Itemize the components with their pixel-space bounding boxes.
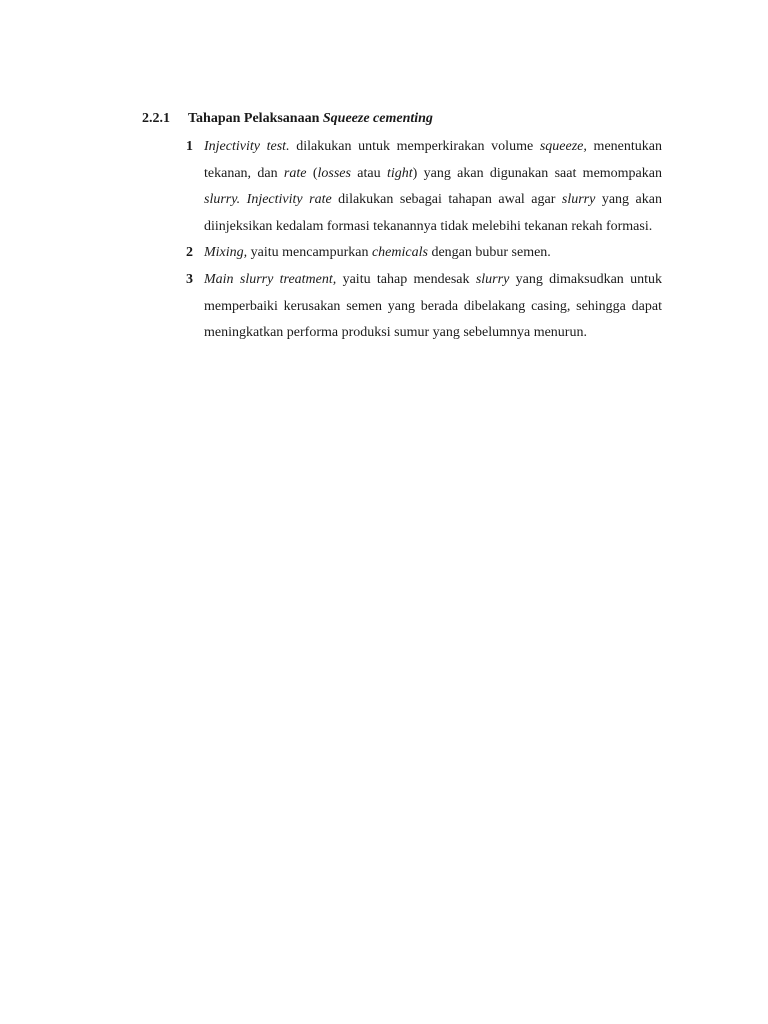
section-heading [142, 109, 433, 129]
text-run: yang akan diinjeksikan kedalam formasi tekanannya tidak melebihi tekanan rekah formasi. [204, 192, 662, 234]
list-item-number: 3 [186, 271, 193, 287]
list-item-text [204, 272, 662, 340]
text-run: atau [350, 165, 387, 181]
italic-text-run: slurry [561, 192, 596, 208]
list-item [186, 134, 662, 240]
text-run: yaitu mencampurkan [247, 245, 372, 261]
text-run: menentukan tekanan, dan [204, 139, 662, 181]
list-item-number: 1 [186, 139, 193, 154]
section-title: Tahapan Pelaksanaan [188, 111, 323, 126]
italic-text-run: Injectivity test. [204, 139, 290, 154]
italic-text-run: Mixing, [204, 245, 248, 261]
italic-text-run: squeeze, [539, 139, 587, 154]
section-number: 2.2.1 [142, 111, 170, 126]
list-item [186, 240, 662, 267]
section-title-italic: Squeeze cementing [322, 111, 433, 126]
italic-text-run: losses [317, 165, 351, 181]
list-item-text [204, 245, 551, 260]
italic-text-run: rate [283, 165, 307, 181]
text-run: dilakukan untuk memperkirakan volume [289, 139, 540, 154]
italic-text-run: Main slurry treatment, [204, 271, 337, 287]
text-run: dengan bubur semen. [427, 245, 551, 261]
italic-text-run: slurry [475, 271, 510, 287]
text-run: yang dimaksudkan untuk memperbaiki kerusakan semen yang berada dibelakang casing, sehingga dapat meningkatkan performa produksi sumur yang sebelumnya menurun. [204, 271, 663, 341]
italic-text-run: chemicals [371, 245, 428, 261]
numbered-list [186, 134, 662, 347]
text-run: ( [306, 165, 318, 181]
italic-text-run: slurry. Injectivity rate [204, 192, 332, 208]
text-run: ) yang akan digunakan saat memompakan [412, 165, 662, 181]
text-run: dilakukan sebagai tahapan awal agar [331, 192, 562, 208]
list-item-text [204, 139, 662, 234]
italic-text-run: tight [386, 165, 413, 181]
list-item [186, 267, 662, 347]
list-item-number: 2 [186, 245, 193, 261]
text-run: yaitu tahap mendesak [336, 271, 476, 287]
